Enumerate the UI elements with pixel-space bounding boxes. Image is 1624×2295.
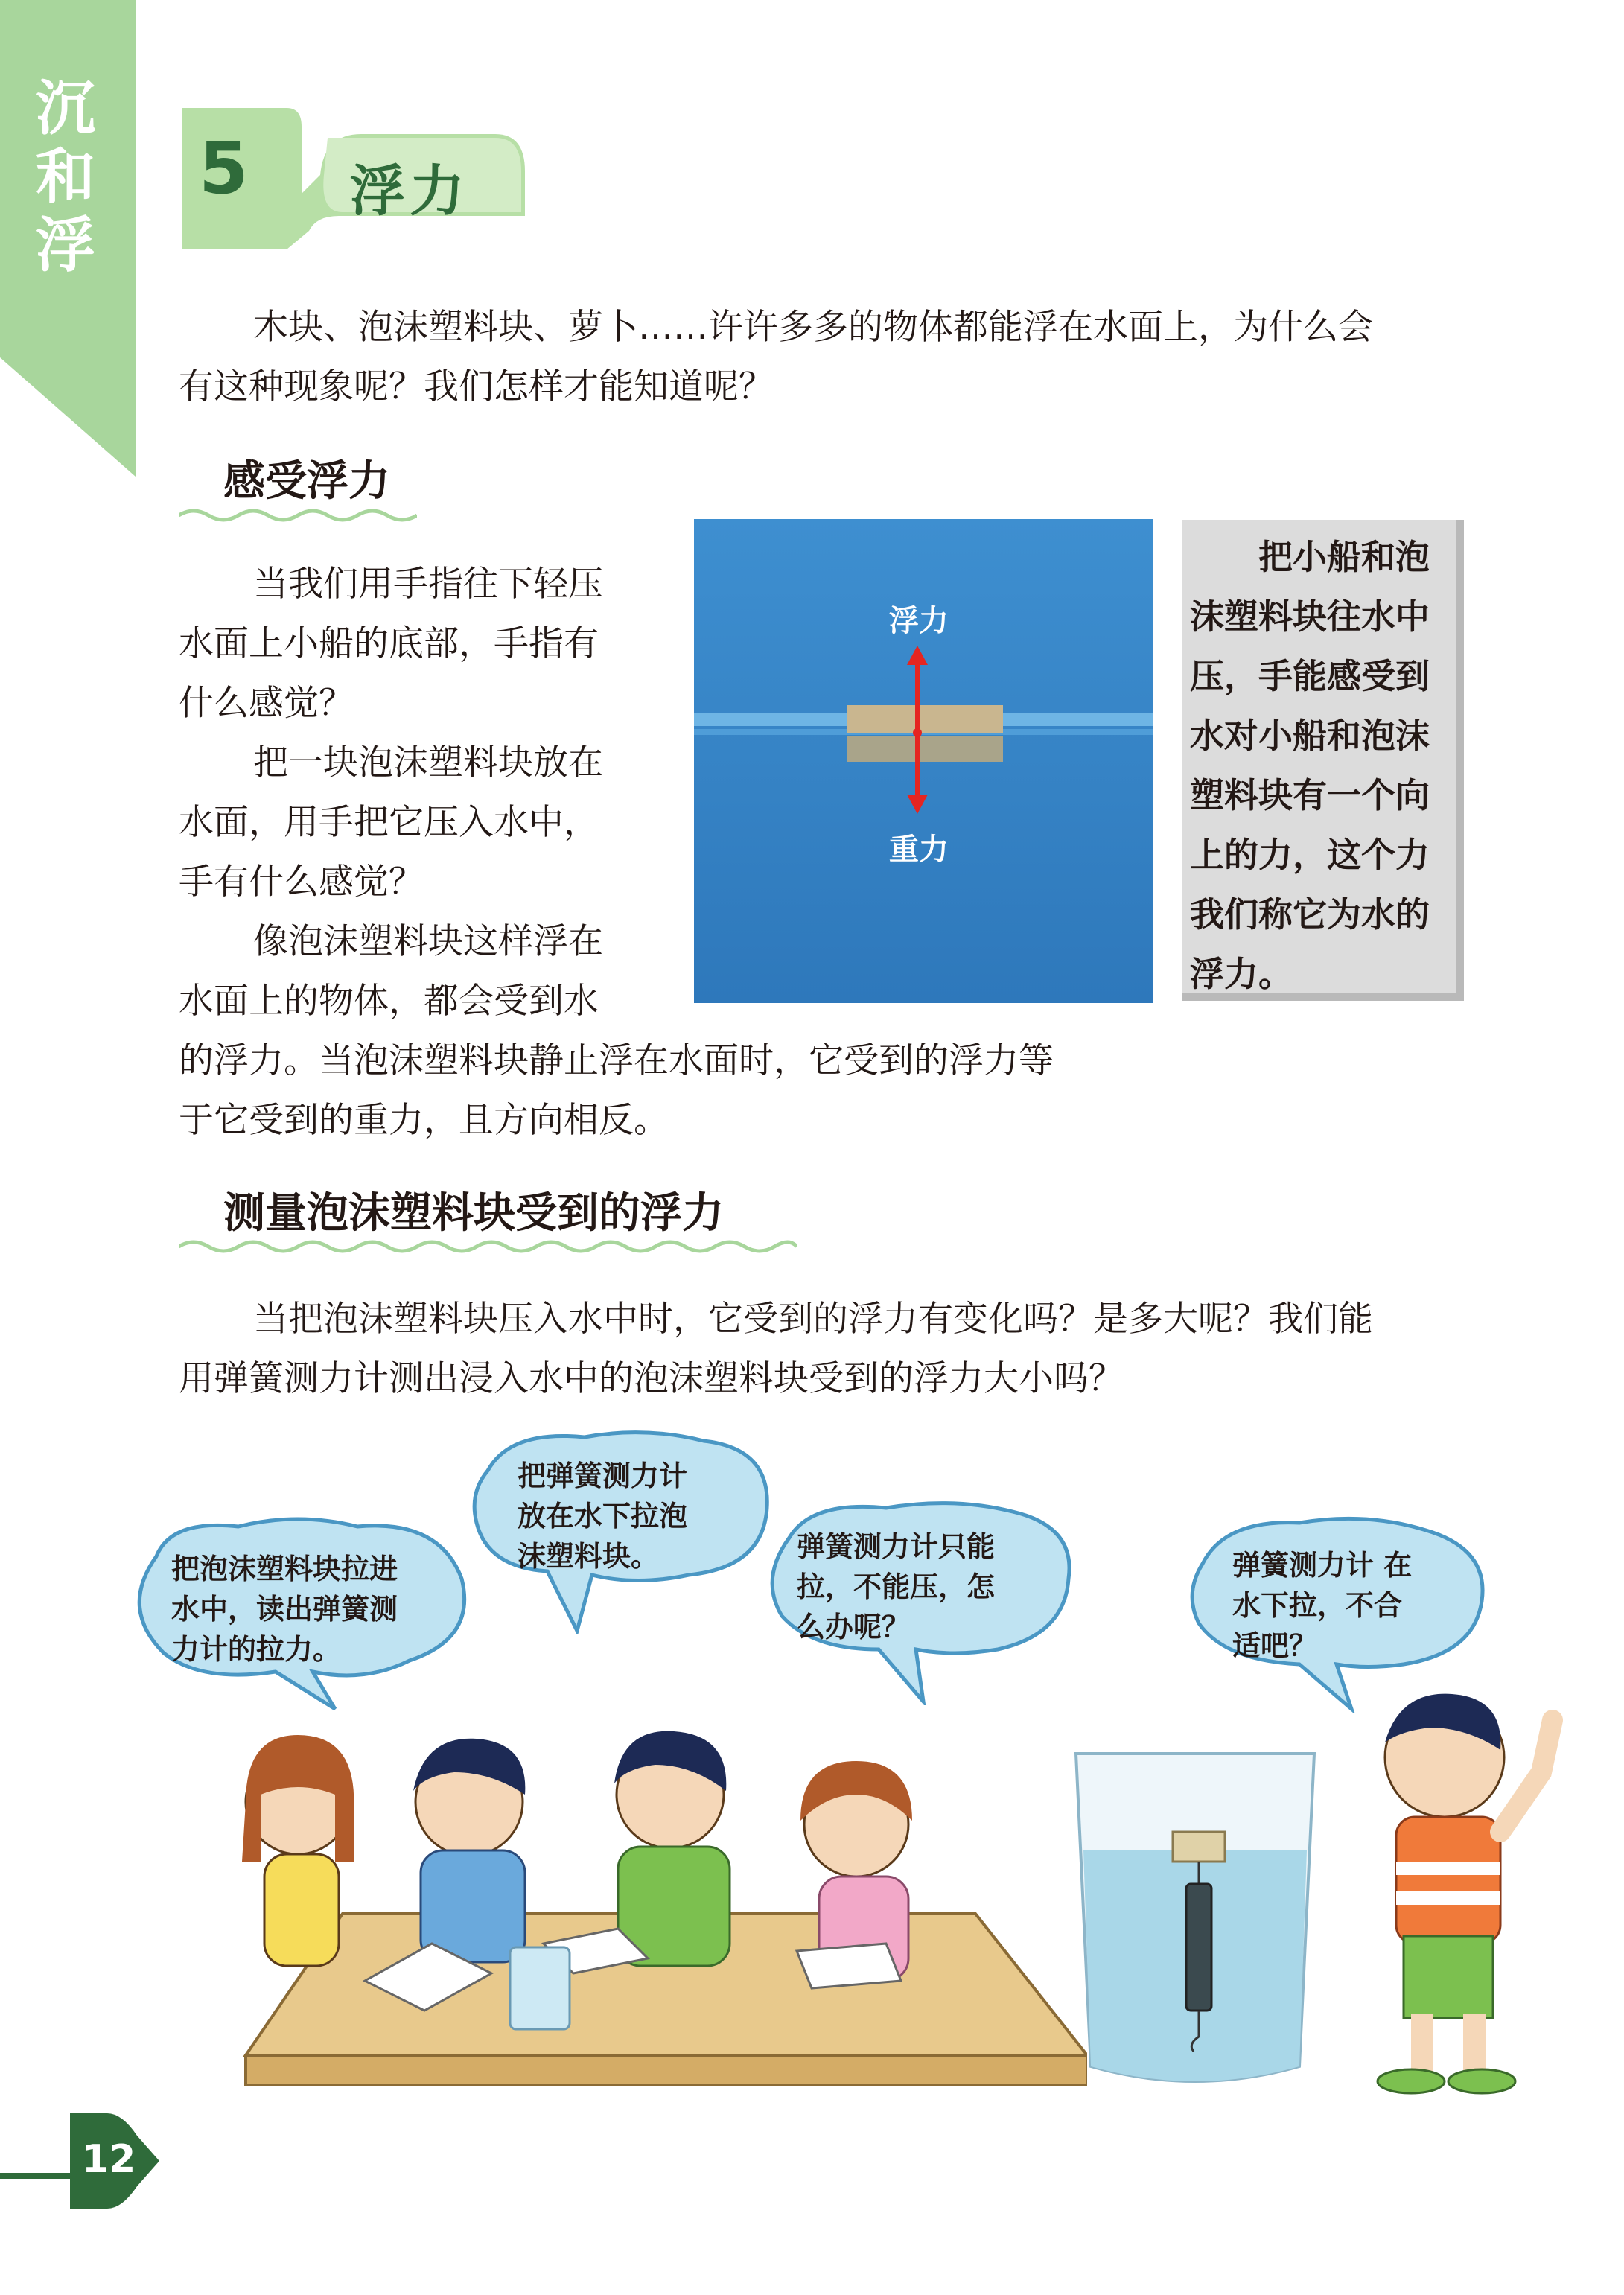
lesson-number: 5 [199,127,249,210]
section-title-measure-buoyancy [223,1180,724,1240]
section-title-feel-buoyancy [223,448,390,508]
boy-standing-illustration [1340,1675,1593,2115]
foam-block [847,705,1003,733]
section2-body [179,1290,1474,1409]
label-gravity: 重力 [889,833,949,867]
body-line: 的浮力。当泡沫塑料块静止浮在水面时，它受到的浮力等 [179,1040,1054,1081]
caption-line: 水对小船和泡沫 [1190,716,1430,756]
photo-caption-box [1182,520,1464,1001]
caption-line: 上的力，这个力 [1190,835,1430,875]
page-number-badge [70,2113,159,2209]
body-line: 把一块泡沫塑料块放在 [253,742,603,783]
body-line: 水面上小船的底部，手指有 [179,623,599,664]
beaker-illustration [1069,1746,1322,2096]
spring-scale [1186,1884,1211,2011]
body-line: 当把泡沫塑料块压入水中时，它受到的浮力有变化吗？是多大呢？我们能 [253,1299,1373,1340]
section-title-text: 测量泡沫塑料块受到的浮力 [223,1189,724,1238]
bubble-line: 拉，不能压，怎 [797,1570,996,1603]
chapter-char: 沉 [36,74,95,143]
bubble-line: 把弹簧测力计 [518,1459,688,1492]
wave-underline [179,1238,797,1255]
bubble-line: 水中，读出弹簧测 [171,1592,398,1626]
lesson-title: 浮力 [350,159,469,223]
caption-line: 塑料块有一个向 [1190,775,1430,815]
children-table-drawing [231,1690,1087,2107]
bubble-line: 么办呢？ [797,1610,911,1643]
body-line: 水面上的物体，都会受到水 [179,981,599,1022]
bubble-line: 力计的拉力。 [171,1632,342,1666]
buoyancy-photo [694,519,1153,1003]
body-line: 用弹簧测力计测出浸入水中的泡沫塑料块受到的浮力大小吗？ [179,1358,1124,1399]
body-line: 水面，用手把它压入水中， [179,802,599,843]
bubble-line: 适吧？ [1232,1629,1318,1662]
bubble-line: 沫塑料块。 [518,1539,660,1573]
label-buoyancy: 浮力 [889,604,949,638]
beaker-drawing [1069,1746,1322,2096]
wave-underline [179,506,417,524]
caption-line: 我们称它为水的 [1190,894,1430,935]
caption-line: 压，手能感受到 [1190,656,1430,696]
caption-line: 浮力。 [1190,954,1293,994]
bubble-line: 把泡沫塑料块拉进 [171,1552,398,1585]
intro-paragraph [179,298,1474,417]
intro-line: 有这种现象呢？我们怎样才能知道呢？ [179,366,774,407]
chapter-char: 浮 [36,211,95,280]
glass-of-water [510,1947,570,2029]
children-discussion-illustration [231,1690,1087,2107]
speech-bubble [760,1497,1080,1705]
bubble-line: 水下拉，不合 [1232,1588,1403,1622]
bubble-line: 放在水下拉泡 [518,1499,688,1532]
foam-block [1173,1832,1225,1862]
body-line: 当我们用手指往下轻压 [253,564,603,605]
speech-bubble [127,1512,477,1713]
page-number: 12 [82,2137,136,2182]
lesson-heading [175,104,532,253]
caption-line: 沫塑料块往水中 [1190,596,1430,637]
speech-bubble [465,1426,778,1634]
photo-illustration [694,519,1153,1003]
body-line: 于它受到的重力，且方向相反。 [179,1100,669,1141]
body-line: 什么感觉？ [179,683,354,724]
chapter-char: 和 [36,142,95,211]
intro-line: 木块、泡沫塑料块、萝卜……许许多多的物体都能浮在水面上，为什么会 [253,307,1373,348]
bubble-line: 弹簧测力计 在 [1232,1548,1413,1582]
boy-drawing [1340,1675,1593,2115]
chapter-side-tab [0,0,136,477]
bubble-line: 弹簧测力计只能 [797,1530,996,1563]
body-line: 手有什么感觉？ [179,862,424,903]
body-line: 像泡沫塑料块这样浮在 [253,921,603,962]
section-title-text: 感受浮力 [223,457,390,506]
caption-line: 把小船和泡 [1258,537,1430,577]
chapter-title [28,74,103,280]
